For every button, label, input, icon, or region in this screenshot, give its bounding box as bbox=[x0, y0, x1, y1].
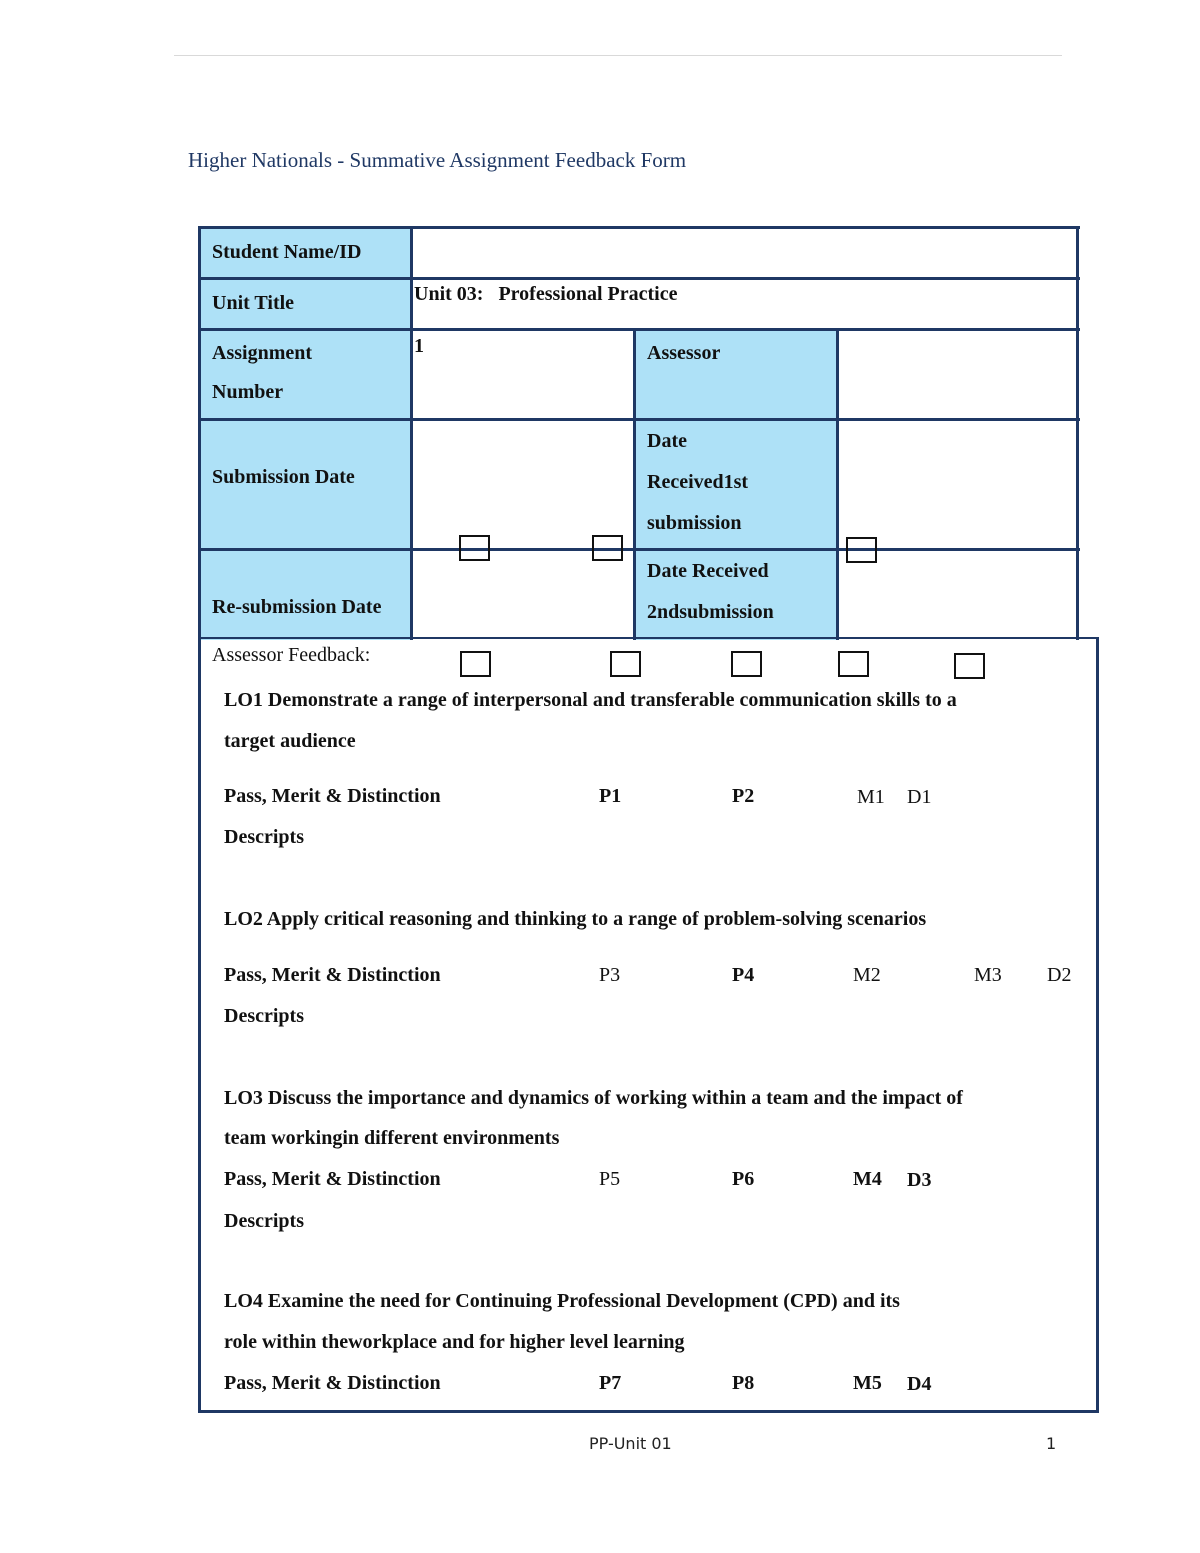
grade-m4: M4 bbox=[853, 1168, 882, 1190]
grade-p7: P7 bbox=[599, 1372, 622, 1394]
checkbox[interactable] bbox=[460, 651, 491, 677]
grade-d2: D2 bbox=[1047, 964, 1072, 986]
grade-m2: M2 bbox=[853, 964, 881, 986]
grade-p2: P2 bbox=[732, 785, 755, 807]
grade-d1: D1 bbox=[907, 786, 932, 808]
lo4-description-line2: role within theworkplace and for higher level learning bbox=[224, 1331, 685, 1353]
grade-p1: P1 bbox=[599, 785, 622, 807]
lo4-criteria-label: Pass, Merit & Distinction bbox=[224, 1372, 441, 1394]
column-divider bbox=[410, 226, 413, 640]
assignment-number-label-line2: Number bbox=[212, 381, 284, 403]
student-name-label: Student Name/ID bbox=[212, 241, 362, 263]
table-border-left bbox=[198, 226, 201, 640]
grade-p4: P4 bbox=[732, 964, 755, 986]
lo3-description-line1: LO3 Discuss the importance and dynamics of working within a team and the impact of bbox=[224, 1087, 963, 1109]
row-divider bbox=[198, 548, 1080, 551]
checkbox[interactable] bbox=[592, 535, 623, 561]
checkbox[interactable] bbox=[846, 537, 877, 563]
submission-date-label: Submission Date bbox=[212, 466, 355, 488]
lo3-description-line2: team workingin different environments bbox=[224, 1127, 560, 1149]
table-border-right bbox=[1076, 226, 1079, 640]
date-received-2nd-label-line2: 2ndsubmission bbox=[647, 601, 774, 623]
grade-p3: P3 bbox=[599, 964, 621, 986]
date-received-2nd-label-line1: Date Received bbox=[647, 560, 769, 582]
lo1-criteria-label: Pass, Merit & Distinction bbox=[224, 785, 441, 807]
grade-d3: D3 bbox=[907, 1169, 932, 1191]
unit-title-label: Unit Title bbox=[212, 292, 295, 314]
date-received-1st-label-line3: submission bbox=[647, 512, 742, 534]
lo3-criteria-label: Pass, Merit & Distinction bbox=[224, 1168, 441, 1190]
table-border-top bbox=[198, 226, 1080, 229]
unit-title-value: Unit 03: Professional Practice bbox=[414, 283, 678, 305]
resubmission-date-label: Re-submission Date bbox=[212, 596, 382, 618]
grade-d4: D4 bbox=[907, 1373, 932, 1395]
checkbox[interactable] bbox=[459, 535, 490, 561]
assignment-number-value: 1 bbox=[414, 335, 424, 357]
page-number: 1 bbox=[1046, 1434, 1057, 1453]
checkbox[interactable] bbox=[610, 651, 641, 677]
column-divider bbox=[633, 328, 636, 640]
row-divider bbox=[198, 418, 1080, 421]
assignment-number-label-line1: Assignment bbox=[212, 342, 313, 364]
assessor-feedback-label: Assessor Feedback: bbox=[212, 644, 371, 666]
grade-m1: M1 bbox=[857, 786, 885, 808]
date-received-1st-label-line1: Date bbox=[647, 430, 687, 452]
lo2-criteria-label2: Descripts bbox=[224, 1005, 304, 1027]
lo4-description-line1: LO4 Examine the need for Continuing Professional Development (CPD) and its bbox=[224, 1290, 900, 1312]
lo2-criteria-label: Pass, Merit & Distinction bbox=[224, 964, 441, 986]
lo2-description-line1: LO2 Apply critical reasoning and thinking to a range of problem-solving scenarios bbox=[224, 908, 927, 930]
checkbox[interactable] bbox=[731, 651, 762, 677]
lo1-criteria-label2: Descripts bbox=[224, 826, 304, 848]
row-divider bbox=[198, 328, 1080, 331]
grade-p5: P5 bbox=[599, 1168, 621, 1190]
column-divider bbox=[836, 328, 839, 640]
grade-m3: M3 bbox=[974, 964, 1002, 986]
footer-label: PP-Unit 01 bbox=[589, 1434, 672, 1453]
grade-p6: P6 bbox=[732, 1168, 755, 1190]
lo1-description-line2: target audience bbox=[224, 730, 356, 752]
form-title: Higher Nationals - Summative Assignment Feedback Form bbox=[188, 148, 687, 172]
header-rule bbox=[174, 55, 1062, 56]
checkbox[interactable] bbox=[838, 651, 869, 677]
checkbox[interactable] bbox=[954, 653, 985, 679]
date-received-1st-label-line2: Received1st bbox=[647, 471, 749, 493]
assessor-label: Assessor bbox=[647, 342, 721, 364]
lo3-criteria-label2: Descripts bbox=[224, 1210, 304, 1232]
lo1-description-line1: LO1 Demonstrate a range of interpersonal and transferable communication skills to a bbox=[224, 689, 957, 711]
grade-p8: P8 bbox=[732, 1372, 755, 1394]
grade-m5: M5 bbox=[853, 1372, 882, 1394]
